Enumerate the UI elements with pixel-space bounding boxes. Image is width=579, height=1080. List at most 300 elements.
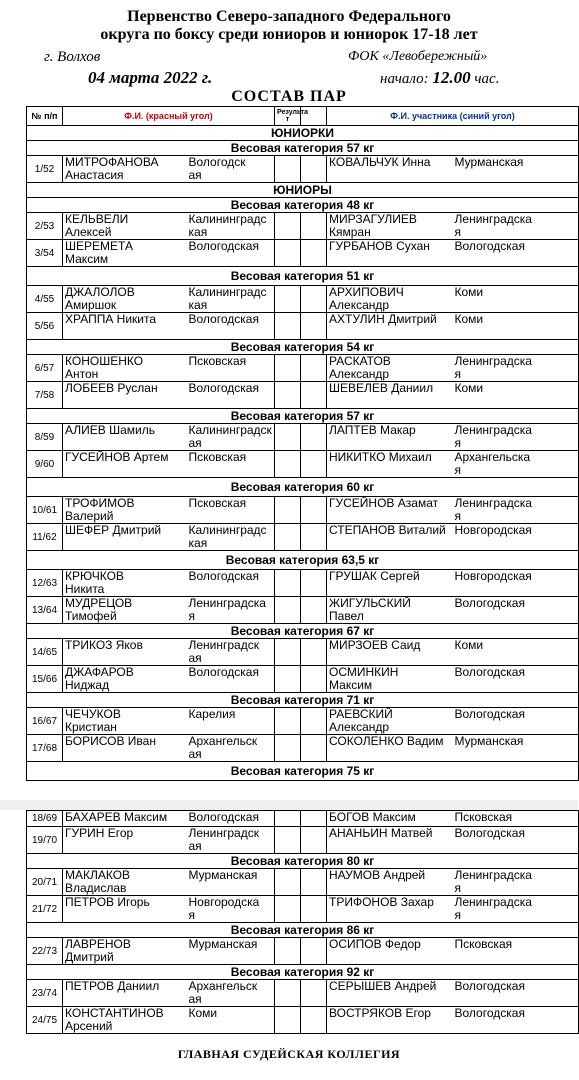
- blue-region-line-2: я: [454, 908, 461, 922]
- table-row: [27, 896, 579, 923]
- blue-name-line-1: РАЕВСКИЙ: [329, 707, 393, 721]
- red-region: Вологодская: [187, 811, 275, 827]
- red-name: [63, 597, 187, 624]
- result-cell: [301, 708, 327, 735]
- blue-name: [327, 869, 453, 896]
- weight-category-row: [27, 551, 579, 570]
- red-region: [187, 827, 275, 854]
- blue-name-line-1: АНАНЬИН Матвей: [329, 826, 433, 840]
- blue-name-line-1: МИРЗОЕВ Саид: [329, 638, 421, 652]
- red-name-line-2: Ниджад: [65, 678, 110, 692]
- pair-number: 13/64: [27, 597, 63, 624]
- weight-category-row: [27, 923, 579, 938]
- blue-region-line-1: Мурманская: [454, 155, 524, 169]
- blue-region-line-2: я: [454, 225, 462, 239]
- red-region: [187, 639, 275, 666]
- result-cell: [301, 313, 327, 340]
- blue-region-line-1: Мурманская: [454, 734, 524, 748]
- red-name-line-2: Дмитрий: [65, 950, 114, 964]
- red-name-line-2: Кристиан: [65, 720, 117, 734]
- pair-number: 12/63: [27, 570, 63, 597]
- document-header: [0, 0, 578, 104]
- blue-name: [327, 424, 453, 451]
- pairs-table: [26, 106, 579, 781]
- weight-category-row: [27, 762, 579, 781]
- red-region-line-2: ая: [188, 747, 202, 761]
- blue-region: [453, 708, 579, 735]
- table-row: [27, 570, 579, 597]
- category-label: Весовая категория 71 кг: [27, 693, 579, 708]
- red-name-line-1: МУДРЕЦОВ: [65, 596, 133, 610]
- category-label: Весовая категория 92 кг: [27, 965, 579, 980]
- red-name: [63, 524, 187, 551]
- blue-region-line-2: я: [454, 367, 462, 381]
- red-region: [187, 313, 275, 340]
- blue-name: БОГОВ Максим: [327, 811, 453, 827]
- table-row: [27, 451, 579, 478]
- table-row: [27, 240, 579, 267]
- red-name: [63, 1007, 187, 1034]
- red-region-line-1: Псковская: [188, 354, 247, 368]
- weight-category-row: [27, 141, 579, 156]
- red-name-line-2: Валерий: [65, 509, 114, 523]
- red-region: [187, 1007, 275, 1034]
- blue-region: [453, 570, 579, 597]
- red-name: [63, 424, 187, 451]
- blue-region-line-1: Коми: [454, 638, 484, 652]
- red-name-line-2: Алексей: [65, 225, 112, 239]
- blue-name-line-2: Александр: [329, 298, 390, 312]
- blue-name: [327, 313, 453, 340]
- blue-region: [453, 451, 579, 478]
- result-cell: [301, 811, 327, 827]
- result-cell: [275, 524, 301, 551]
- weight-category-row: [27, 340, 579, 355]
- blue-region: [453, 1007, 579, 1034]
- blue-name-line-2: Максим: [329, 678, 373, 692]
- result-cell: [301, 666, 327, 693]
- category-label: Весовая категория 86 кг: [27, 923, 579, 938]
- red-name-line-1: АЛИЕВ Шамиль: [65, 423, 155, 437]
- blue-name-line-1: АХТУЛИН Дмитрий: [329, 312, 437, 326]
- blue-region: [453, 524, 579, 551]
- blue-region-line-1: Вологодская: [454, 707, 525, 721]
- weight-category-row: [27, 409, 579, 424]
- red-region: [187, 424, 275, 451]
- red-region-line-1: Вологодская: [188, 665, 259, 679]
- result-cell: [301, 980, 327, 1007]
- header-result: [275, 107, 308, 126]
- start-time: [380, 68, 499, 88]
- red-region-line-1: Калининградс: [188, 212, 267, 226]
- table-row: [27, 213, 579, 240]
- red-name: [63, 570, 187, 597]
- title-line-1: Первенство Северо-западного Федерального: [127, 8, 451, 25]
- result-cell: [275, 869, 301, 896]
- blue-region-line-1: Коми: [454, 381, 484, 395]
- result-cell: [301, 1007, 327, 1034]
- result-cell: [275, 382, 301, 409]
- result-cell: [275, 1007, 301, 1034]
- red-name-line-1: ЛАВРЕНОВ: [65, 937, 131, 951]
- red-name: [63, 980, 187, 1007]
- pair-number: 16/67: [27, 708, 63, 735]
- start-unit: час.: [474, 71, 500, 87]
- result-cell: [275, 424, 301, 451]
- table-header-row: [27, 107, 579, 126]
- red-region-line-1: Архангельск: [188, 734, 258, 748]
- pairs-table-page-2: [26, 810, 578, 1034]
- blue-name: [327, 355, 453, 382]
- result-cell: [275, 666, 301, 693]
- blue-region: [453, 355, 579, 382]
- header-result-line-2: т: [285, 116, 290, 123]
- table-row: [27, 639, 579, 666]
- place: г. Волхов: [44, 49, 101, 65]
- blue-region-line-1: Вологодская: [454, 596, 525, 610]
- red-region: [187, 938, 275, 965]
- red-name-line-1: КРЮЧКОВ: [65, 569, 124, 583]
- blue-name: [327, 827, 453, 854]
- red-region: [187, 213, 275, 240]
- blue-region-line-2: я: [454, 509, 462, 523]
- red-region: [187, 286, 275, 313]
- table-row: [27, 708, 579, 735]
- pair-number: 7/58: [27, 382, 63, 409]
- red-name: [63, 938, 187, 965]
- red-name: [63, 451, 187, 478]
- result-cell: [301, 213, 327, 240]
- red-region-line-2: ая: [188, 436, 202, 450]
- weight-category-row: [27, 183, 579, 198]
- result-cell: [301, 240, 327, 267]
- result-cell: [301, 570, 327, 597]
- red-region-line-2: Мурманская: [188, 868, 258, 882]
- red-name-line-2: Тимофей: [65, 609, 117, 623]
- blue-name-line-1: ТРИФОНОВ Захар: [329, 895, 434, 909]
- venue: ФОК «Левобережный»: [348, 49, 488, 64]
- blue-name: [327, 240, 453, 267]
- result-cell: [275, 355, 301, 382]
- blue-name-line-1: ЖИГУЛЬСКИЙ: [329, 596, 411, 610]
- red-name: [63, 156, 187, 183]
- red-name-line-1: ТРИКОЗ Яков: [65, 638, 143, 652]
- blue-region-line-2: я: [454, 463, 462, 477]
- category-label: Весовая категория 54 кг: [27, 340, 579, 355]
- result-cell: [301, 156, 327, 183]
- result-cell: [275, 980, 301, 1007]
- red-region: [187, 597, 275, 624]
- table-row: [27, 524, 579, 551]
- blue-region: [453, 827, 579, 854]
- category-label: Весовая категория 75 кг: [27, 762, 579, 781]
- blue-region: [453, 869, 579, 896]
- result-cell: [275, 497, 301, 524]
- pair-number: 5/56: [27, 313, 63, 340]
- weight-category-row: [27, 267, 579, 286]
- red-name-line-1: КОНОШЕНКО: [65, 354, 144, 368]
- pair-number: 19/70: [27, 827, 63, 854]
- blue-name-line-1: МИРЗАГУЛИЕВ: [329, 212, 417, 226]
- red-name: [63, 213, 187, 240]
- blue-name: [327, 286, 453, 313]
- blue-region: [453, 156, 579, 183]
- red-name-line-1: ДЖАФАРОВ: [65, 665, 134, 679]
- blue-region-line-1: Ленинградска: [454, 868, 532, 882]
- blue-region: [453, 639, 579, 666]
- red-name-line-1: ПЕТРОВ Игорь: [65, 895, 150, 909]
- blue-name: [327, 666, 453, 693]
- red-name-line-2: Амиршок: [65, 298, 117, 312]
- blue-name: [327, 597, 453, 624]
- blue-name-line-1: АРХИПОВИЧ: [329, 285, 404, 299]
- pair-number: 2/53: [27, 213, 63, 240]
- blue-region-line-1: Коми: [454, 285, 484, 299]
- pair-number: 15/66: [27, 666, 63, 693]
- blue-region-line-1: Вологодская: [454, 665, 525, 679]
- blue-region: [453, 313, 579, 340]
- red-name-line-1: ЧЕЧУКОВ: [65, 707, 121, 721]
- table-row: [27, 286, 579, 313]
- blue-region: [453, 213, 579, 240]
- pair-number: 23/74: [27, 980, 63, 1007]
- table-row: [27, 938, 579, 965]
- result-cell: [275, 286, 301, 313]
- blue-name: [327, 570, 453, 597]
- category-label: Весовая категория 51 кг: [27, 267, 579, 286]
- result-cell: [301, 424, 327, 451]
- red-region-line-1: Коми: [188, 1006, 218, 1020]
- blue-region: [453, 938, 579, 965]
- red-region-line-2: ая: [188, 839, 202, 853]
- blue-name-line-2: Александр: [329, 720, 390, 734]
- red-name-line-2: Никита: [65, 582, 105, 596]
- blue-name: [327, 708, 453, 735]
- red-region: [187, 869, 275, 896]
- red-name: [63, 313, 187, 340]
- blue-region-line-2: я: [454, 881, 461, 895]
- blue-region-line-1: Коми: [454, 312, 484, 326]
- red-region: [187, 382, 275, 409]
- result-cell: [301, 938, 327, 965]
- table-row: [27, 355, 579, 382]
- blue-name-line-1: ГУСЕЙНОВ Азамат: [329, 496, 439, 510]
- red-region-line-2: я: [188, 908, 195, 922]
- result-cell: [301, 869, 327, 896]
- table-row: [27, 811, 579, 827]
- pair-number: 24/75: [27, 1007, 63, 1034]
- blue-region: [453, 980, 579, 1007]
- page-gap: [0, 800, 578, 810]
- section-title: СОСТАВ ПАР: [231, 88, 347, 105]
- blue-name: [327, 524, 453, 551]
- red-region: [187, 156, 275, 183]
- table-row: [27, 1007, 579, 1034]
- red-region-line-1: Калининградс: [188, 285, 267, 299]
- red-region-line-1: Вологодская: [188, 381, 259, 395]
- category-label: Весовая категория 60 кг: [27, 478, 579, 497]
- category-label: Весовая категория 57 кг: [27, 409, 579, 424]
- blue-region: [453, 666, 579, 693]
- red-region-line-2: я: [188, 609, 195, 623]
- blue-region-line-1: Вологодская: [454, 979, 525, 993]
- red-region-line-2: ая: [188, 651, 202, 665]
- title-line-2: округа по боксу среди юниоров и юниорок 17-18 лет: [100, 26, 478, 43]
- red-name: [63, 666, 187, 693]
- pair-number: 6/57: [27, 355, 63, 382]
- red-region: [187, 451, 275, 478]
- red-name: [63, 869, 187, 896]
- weight-category-row: [27, 126, 579, 141]
- start-time-value: 12.00: [432, 68, 471, 87]
- result-cell: [275, 597, 301, 624]
- weight-category-row: [27, 478, 579, 497]
- red-region-line-1: Калининградс: [188, 523, 267, 537]
- start-label: начало:: [380, 71, 429, 87]
- blue-name: [327, 639, 453, 666]
- result-cell: [275, 570, 301, 597]
- blue-region-line-1: Ленинградска: [454, 354, 532, 368]
- result-cell: [301, 524, 327, 551]
- footer-signature: ГЛАВНАЯ СУДЕЙСКАЯ КОЛЛЕГИЯ: [177, 1047, 401, 1061]
- blue-region-line-1: Псковская: [454, 937, 513, 951]
- blue-name-line-1: ГУРБАНОВ Сухан: [329, 239, 430, 253]
- blue-name: [327, 735, 453, 762]
- blue-name-line-1: РАСКАТОВ: [329, 354, 391, 368]
- pair-number: 14/65: [27, 639, 63, 666]
- result-cell: [301, 735, 327, 762]
- blue-region-line-1: Архангельска: [454, 450, 531, 464]
- blue-region: [453, 896, 579, 923]
- result-cell: [301, 639, 327, 666]
- pair-number: 22/73: [27, 938, 63, 965]
- red-region: [187, 896, 275, 923]
- blue-region-line-1: Вологодская: [454, 826, 525, 840]
- category-label: Весовая категория 57 кг: [27, 141, 579, 156]
- red-name-line-1: ШЕФЕР Дмитрий: [65, 523, 162, 537]
- table-row: [27, 597, 579, 624]
- red-name-line-1: ШЕРЕМЕТА: [65, 239, 133, 253]
- red-region: [187, 524, 275, 551]
- red-region-line-1: Архангельск: [188, 979, 258, 993]
- red-region-line-2: кая: [188, 225, 208, 239]
- red-name-line-1: ГУСЕЙНОВ Артем: [65, 450, 169, 464]
- red-region-line-2: кая: [188, 298, 208, 312]
- blue-region: Псковская: [453, 811, 579, 827]
- red-region-line-1: Новгородска: [188, 895, 260, 909]
- red-region: [187, 708, 275, 735]
- weight-category-row: [27, 624, 579, 639]
- result-cell: [275, 896, 301, 923]
- result-cell: [275, 639, 301, 666]
- red-region-line-2: Вологодская: [188, 569, 259, 583]
- red-region: [187, 570, 275, 597]
- red-region-line-1: Вологодск: [188, 155, 246, 169]
- blue-region: [453, 382, 579, 409]
- result-cell: [301, 827, 327, 854]
- red-region: [187, 497, 275, 524]
- red-name: [63, 735, 187, 762]
- pair-number: 18/69: [27, 811, 63, 827]
- red-region-line-1: Псковская: [188, 450, 247, 464]
- blue-name-line-1: НАУМОВ Андрей: [329, 868, 426, 882]
- blue-name-line-1: СТЕПАНОВ Виталий: [329, 523, 446, 537]
- pair-number: 9/60: [27, 451, 63, 478]
- category-label: ЮНИОРЫ: [27, 183, 579, 198]
- red-region: [187, 355, 275, 382]
- blue-name-line-1: СЕРЫШЕВ Андрей: [329, 979, 437, 993]
- red-name-line-2: Владислав: [65, 881, 127, 895]
- header-blue-corner: Ф.И. участника (синий угол): [327, 107, 579, 126]
- blue-name: [327, 451, 453, 478]
- pair-number: 4/55: [27, 286, 63, 313]
- red-region-line-1: Псковская: [188, 496, 247, 510]
- header-red-corner: Ф.И. (красный угол): [63, 107, 275, 126]
- blue-name-line-1: ВОСТРЯКОВ Егор: [329, 1006, 431, 1020]
- table-row: [27, 869, 579, 896]
- weight-category-row: [27, 965, 579, 980]
- result-cell: [275, 213, 301, 240]
- blue-name: [327, 1007, 453, 1034]
- blue-region-line-1: Ленинградска: [454, 895, 532, 909]
- red-name-line-1: ПЕТРОВ Даниил: [65, 979, 160, 993]
- blue-region-line-1: Ленинградска: [454, 423, 532, 437]
- blue-name-line-1: ЛАПТЕВ Макар: [329, 423, 416, 437]
- pair-number: 17/68: [27, 735, 63, 762]
- blue-name: [327, 896, 453, 923]
- blue-name-line-2: Александр: [329, 367, 390, 381]
- table-row: [27, 382, 579, 409]
- category-label: Весовая категория 63,5 кг: [27, 551, 579, 570]
- pair-number: 8/59: [27, 424, 63, 451]
- blue-name-line-1: НИКИТКО Михаил: [329, 450, 432, 464]
- blue-region-line-1: Ленинградска: [454, 496, 532, 510]
- red-name: [63, 382, 187, 409]
- date: 04 марта 2022 г.: [88, 68, 213, 87]
- red-region-line-1: Карелия: [188, 707, 236, 721]
- blue-name: [327, 382, 453, 409]
- pairs-table: [26, 810, 579, 1034]
- result-cell: [275, 938, 301, 965]
- red-name: [63, 827, 187, 854]
- blue-name-line-1: ГРУШАК Сергей: [329, 569, 420, 583]
- red-region-line-1: Ленинградск: [188, 638, 259, 652]
- category-label: Весовая категория 80 кг: [27, 854, 579, 869]
- red-name-line-2: Максим: [65, 252, 109, 266]
- blue-region-line-1: Новгородская: [454, 523, 532, 537]
- blue-region: [453, 735, 579, 762]
- blue-region-line-1: Новгородская: [454, 569, 532, 583]
- red-name: [63, 355, 187, 382]
- result-cell: [275, 451, 301, 478]
- red-name: [63, 708, 187, 735]
- red-name: [63, 240, 187, 267]
- blue-name: [327, 156, 453, 183]
- red-name: [63, 896, 187, 923]
- result-cell: [301, 597, 327, 624]
- result-cell: [275, 313, 301, 340]
- red-region-line-1: Вологодская: [188, 312, 259, 326]
- blue-name-line-2: Павел: [329, 609, 364, 623]
- header-num: № п/п: [27, 107, 63, 126]
- weight-category-row: [27, 854, 579, 869]
- table-row: [27, 827, 579, 854]
- blue-region-line-2: я: [454, 436, 462, 450]
- table-row: [27, 666, 579, 693]
- blue-name: [327, 497, 453, 524]
- red-name-line-1: МИТРОФАНОВА: [65, 155, 159, 169]
- weight-category-row: [27, 693, 579, 708]
